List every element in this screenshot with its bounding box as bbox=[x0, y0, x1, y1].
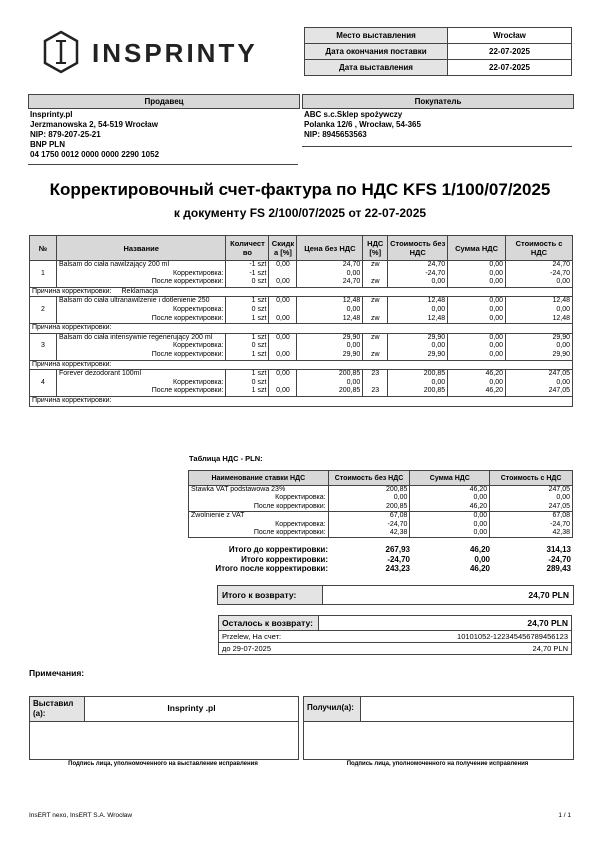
seller-line: Insprinty.pl bbox=[30, 110, 73, 119]
col-discount-header: Скидк а [%] bbox=[269, 236, 297, 261]
item-name-cell bbox=[56, 333, 226, 342]
item-net-price: 12,48 bbox=[297, 315, 363, 324]
item-vat-rate: zw bbox=[363, 297, 388, 306]
item-vat-amount: 0,00 bbox=[448, 379, 506, 388]
footer-page-number: 1 / 1 bbox=[558, 812, 571, 819]
vat-row-gross: -24,70 bbox=[490, 521, 573, 529]
item-quantity: 0 szt bbox=[226, 278, 269, 287]
item-number: 3 bbox=[30, 333, 57, 360]
logo-text: INSPRINTY bbox=[92, 38, 258, 68]
header-info-value: 22-07-2025 bbox=[448, 60, 572, 76]
vat-total-gross: 314,13 bbox=[546, 545, 571, 554]
item-discount bbox=[269, 270, 297, 279]
item-net-price: 29,90 bbox=[297, 333, 363, 342]
item-gross-value: 0,00 bbox=[506, 379, 573, 388]
item-name: Balsam do ciała ultranawilżenie i dotlenienie 250 bbox=[58, 297, 210, 305]
seller-details bbox=[30, 110, 298, 160]
correction-label: Корректировка: bbox=[56, 270, 226, 279]
item-vat-rate: zw bbox=[363, 351, 388, 360]
item-row bbox=[30, 387, 573, 396]
item-vat-rate bbox=[363, 379, 388, 388]
correction-reason-label: Причина корректировки: bbox=[32, 360, 112, 368]
item-net-price: 0,00 bbox=[297, 379, 363, 388]
item-vat-amount: 0,00 bbox=[448, 351, 506, 360]
item-vat-rate bbox=[363, 306, 388, 315]
correction-label: После корректировки: bbox=[56, 278, 226, 287]
received-signature-caption: Подпись лица, уполномоченного на получение исправления bbox=[346, 761, 529, 767]
item-quantity: 1 szt bbox=[226, 297, 269, 306]
col-quantity-header: Количест во bbox=[226, 236, 269, 261]
item-net-price: 12,48 bbox=[297, 297, 363, 306]
vat-table bbox=[188, 470, 573, 538]
item-net-price: 24,70 bbox=[297, 261, 363, 270]
item-discount: 0,00 bbox=[269, 333, 297, 342]
item-gross-value: 29,90 bbox=[506, 351, 573, 360]
remaining-row bbox=[219, 631, 572, 643]
vat-total-vat: 46,20 bbox=[469, 564, 490, 573]
item-net-value: 29,90 bbox=[388, 351, 448, 360]
header-info-label: Место выставления bbox=[305, 28, 448, 44]
vat-row-net: 200,85 bbox=[328, 486, 410, 495]
buyer-line: NIP: 8945653563 bbox=[304, 130, 367, 139]
item-vat-rate: zw bbox=[363, 278, 388, 287]
vat-total-label: Итого корректировки: bbox=[241, 554, 328, 564]
vat-row-gross: 42,38 bbox=[490, 529, 573, 538]
header-info-label: Дата выставления bbox=[305, 60, 448, 76]
vat-row-label: Stawka VAT podstawowa 23% bbox=[189, 486, 329, 495]
vat-row-gross: 67,08 bbox=[490, 512, 573, 521]
vat-row bbox=[189, 529, 573, 538]
item-net-value: 0,00 bbox=[388, 278, 448, 287]
item-name: Balsam do ciała nawilżający 200 ml bbox=[58, 261, 170, 268]
correction-label: Корректировка: bbox=[56, 379, 226, 388]
item-row bbox=[30, 333, 573, 342]
item-quantity: 1 szt bbox=[226, 370, 269, 379]
item-quantity: 0 szt bbox=[226, 379, 269, 388]
item-name: Balsam do ciała intensywnie regenerujący 200 ml bbox=[58, 333, 213, 341]
payment-due-date: до 29-07-2025 bbox=[222, 644, 271, 653]
correction-reason-cell bbox=[30, 287, 573, 297]
item-net-value: 200,85 bbox=[388, 370, 448, 379]
payment-due-amount: 24,70 PLN bbox=[532, 644, 568, 653]
refund-box bbox=[217, 585, 574, 605]
vat-row-vat: 46,20 bbox=[410, 486, 490, 495]
vat-rate-name-header: Наименование ставки НДС bbox=[189, 471, 329, 486]
col-net-value-header: Стоимость без НДС bbox=[388, 236, 448, 261]
item-quantity: 0 szt bbox=[226, 342, 269, 351]
seller-line: Jerzmanowska 2, 54-519 Wrocław bbox=[30, 120, 158, 129]
remaining-value: 24,70 PLN bbox=[318, 616, 571, 631]
seller-line: 04 1750 0012 0000 0000 2290 1052 bbox=[30, 150, 160, 159]
notes-label: Примечания: bbox=[29, 668, 85, 678]
refund-value: 24,70 PLN bbox=[528, 590, 569, 600]
item-name-cell bbox=[56, 297, 226, 306]
buyer-details bbox=[304, 110, 572, 140]
company-logo bbox=[42, 30, 262, 76]
item-vat-rate bbox=[363, 270, 388, 279]
header-info-value: Wrocław bbox=[448, 28, 572, 44]
item-net-value: -24,70 bbox=[388, 270, 448, 279]
bank-account: 10101052-122345456789456123 bbox=[457, 632, 568, 641]
logo-hexagon-icon bbox=[42, 30, 80, 74]
correction-reason-row bbox=[30, 396, 573, 406]
correction-label: После корректировки: bbox=[56, 315, 226, 324]
item-quantity: -1 szt bbox=[226, 270, 269, 279]
item-net-value: 24,70 bbox=[388, 261, 448, 270]
item-net-value: 0,00 bbox=[388, 342, 448, 351]
vat-row-gross: 247,05 bbox=[490, 503, 573, 512]
vat-row-vat: 0,00 bbox=[410, 494, 490, 502]
item-discount: 0,00 bbox=[269, 387, 297, 396]
correction-reason-label: Причина корректировки: bbox=[32, 396, 112, 404]
item-vat-amount: 0,00 bbox=[448, 297, 506, 306]
item-vat-amount: 0,00 bbox=[448, 342, 506, 351]
item-vat-amount: 0,00 bbox=[448, 278, 506, 287]
buyer-divider bbox=[302, 146, 572, 147]
item-vat-amount: 0,00 bbox=[448, 315, 506, 324]
item-number: 2 bbox=[30, 297, 57, 324]
vat-row-net: 42,38 bbox=[328, 529, 410, 538]
col-vat-rate-header: НДС [%] bbox=[363, 236, 388, 261]
item-net-value: 12,48 bbox=[388, 315, 448, 324]
payment-method: Przelew, На счет: bbox=[222, 632, 282, 641]
vat-row-vat: 0,00 bbox=[410, 529, 490, 538]
item-gross-value: 247,05 bbox=[506, 370, 573, 379]
item-gross-value: 29,90 bbox=[506, 333, 573, 342]
item-row bbox=[30, 261, 573, 270]
item-vat-amount: 46,20 bbox=[448, 370, 506, 379]
item-net-price: 200,85 bbox=[297, 370, 363, 379]
item-number: 4 bbox=[30, 370, 57, 397]
vat-row-gross: 0,00 bbox=[490, 494, 573, 502]
vat-row-label: Zwolnienie z VAT bbox=[189, 512, 329, 521]
item-row bbox=[30, 351, 573, 360]
vat-total-label: Итого после корректировки: bbox=[215, 564, 328, 573]
item-row bbox=[30, 342, 573, 351]
received-by-label: Получил(а): bbox=[304, 697, 361, 721]
seller-header: Продавец bbox=[28, 94, 300, 109]
vat-row bbox=[189, 512, 573, 521]
issued-by-label: Выставил (а): bbox=[30, 697, 85, 721]
item-net-price: 0,00 bbox=[297, 342, 363, 351]
vat-total-row bbox=[188, 555, 573, 565]
item-net-price: 0,00 bbox=[297, 306, 363, 315]
item-vat-rate: 23 bbox=[363, 387, 388, 396]
header-info-value: 22-07-2025 bbox=[448, 44, 572, 60]
correction-label: После корректировки: bbox=[56, 351, 226, 360]
col-number-header: № bbox=[30, 236, 57, 261]
seller-line: NIP: 879-207-25-21 bbox=[30, 130, 101, 139]
item-vat-amount: 46,20 bbox=[448, 387, 506, 396]
header-info-row bbox=[305, 28, 572, 44]
item-vat-rate: 23 bbox=[363, 370, 388, 379]
issued-by-value: Insprinty .pl bbox=[167, 703, 216, 713]
seller-divider bbox=[28, 164, 298, 165]
item-name-cell bbox=[56, 370, 226, 379]
item-net-value: 0,00 bbox=[388, 306, 448, 315]
item-quantity: 0 szt bbox=[226, 306, 269, 315]
correction-reason-label: Причина корректировки: bbox=[32, 287, 112, 295]
item-gross-value: 24,70 bbox=[506, 261, 573, 270]
issued-by-box bbox=[29, 696, 299, 760]
document-title: Корректировочный счет-фактура по НДС KFS 1/100/07/2025 bbox=[49, 180, 551, 199]
item-discount: 0,00 bbox=[269, 351, 297, 360]
item-net-value: 200,85 bbox=[388, 387, 448, 396]
item-row bbox=[30, 270, 573, 279]
vat-row-label: После корректировки: bbox=[189, 503, 329, 512]
vat-header-row bbox=[189, 471, 573, 486]
buyer-line: ABC s.c.Sklep spożywczy bbox=[304, 110, 403, 119]
issued-signature-caption: Подпись лица, уполномоченного на выставление исправления bbox=[68, 761, 258, 767]
footer-software: InsERT nexo, InsERT S.A. Wrocław bbox=[29, 812, 133, 819]
correction-reason-cell bbox=[30, 396, 573, 406]
vat-totals bbox=[188, 545, 573, 574]
item-quantity: 1 szt bbox=[226, 333, 269, 342]
correction-reason-value: Reklamacja bbox=[121, 287, 159, 295]
item-net-price: 0,00 bbox=[297, 270, 363, 279]
vat-amount-header: Сумма НДС bbox=[410, 471, 490, 486]
correction-reason-row bbox=[30, 360, 573, 370]
correction-reason-row bbox=[30, 324, 573, 334]
item-gross-value: 247,05 bbox=[506, 387, 573, 396]
vat-row-label: Корректировка: bbox=[189, 494, 329, 502]
vat-row-label: Корректировка: bbox=[189, 521, 329, 529]
refund-label: Итого к возврату: bbox=[218, 586, 323, 604]
seller-line: BNP PLN bbox=[30, 140, 65, 149]
item-vat-rate: zw bbox=[363, 315, 388, 324]
items-header-row bbox=[30, 236, 573, 261]
item-quantity: 1 szt bbox=[226, 387, 269, 396]
item-gross-value: 0,00 bbox=[506, 278, 573, 287]
item-gross-value: 0,00 bbox=[506, 306, 573, 315]
buyer-header: Покупатель bbox=[302, 94, 574, 109]
header-info-row bbox=[305, 44, 572, 60]
item-row bbox=[30, 379, 573, 388]
item-discount bbox=[269, 379, 297, 388]
vat-row-net: 67,08 bbox=[328, 512, 410, 521]
col-gross-value-header: Стоимость с НДС bbox=[506, 236, 573, 261]
vat-row bbox=[189, 486, 573, 495]
item-quantity: -1 szt bbox=[226, 261, 269, 270]
item-vat-rate bbox=[363, 342, 388, 351]
vat-table-title: Таблица НДС - PLN: bbox=[189, 454, 263, 463]
vat-row-net: 200,85 bbox=[328, 503, 410, 512]
vat-total-row bbox=[188, 545, 573, 555]
vat-row-vat: 0,00 bbox=[410, 512, 490, 521]
item-discount: 0,00 bbox=[269, 315, 297, 324]
item-quantity: 1 szt bbox=[226, 315, 269, 324]
item-gross-value: -24,70 bbox=[506, 270, 573, 279]
header-info-label: Дата окончания поставки bbox=[305, 44, 448, 60]
item-vat-amount: 0,00 bbox=[448, 270, 506, 279]
invoice-header-box bbox=[304, 27, 572, 76]
vat-gross-value-header: Стоимость с НДС bbox=[490, 471, 573, 486]
vat-net-value-header: Стоимость без НДС bbox=[328, 471, 410, 486]
remaining-table bbox=[218, 615, 572, 655]
item-name: Forever dezodorant 100ml bbox=[58, 370, 142, 378]
item-discount: 0,00 bbox=[269, 297, 297, 306]
item-vat-rate: zw bbox=[363, 261, 388, 270]
item-net-value: 29,90 bbox=[388, 333, 448, 342]
vat-row-vat: 46,20 bbox=[410, 503, 490, 512]
vat-row-net: -24,70 bbox=[328, 521, 410, 529]
received-by-box bbox=[303, 696, 574, 760]
item-discount bbox=[269, 342, 297, 351]
item-net-price: 200,85 bbox=[297, 387, 363, 396]
item-discount: 0,00 bbox=[269, 261, 297, 270]
item-net-price: 24,70 bbox=[297, 278, 363, 287]
item-number: 1 bbox=[30, 261, 57, 288]
vat-total-net: -24,70 bbox=[387, 554, 410, 564]
remaining-label: Осталось к возврату: bbox=[219, 616, 319, 631]
correction-label: Корректировка: bbox=[56, 306, 226, 315]
vat-row bbox=[189, 494, 573, 502]
item-net-value: 0,00 bbox=[388, 379, 448, 388]
correction-label: Корректировка: bbox=[56, 342, 226, 351]
item-quantity: 1 szt bbox=[226, 351, 269, 360]
col-vat-amount-header: Сумма НДС bbox=[448, 236, 506, 261]
item-vat-amount: 0,00 bbox=[448, 306, 506, 315]
item-net-price: 29,90 bbox=[297, 351, 363, 360]
correction-label: После корректировки: bbox=[56, 387, 226, 396]
vat-row-gross: 247,05 bbox=[490, 486, 573, 495]
item-discount bbox=[269, 306, 297, 315]
header-info-row bbox=[305, 60, 572, 76]
correction-reason-cell bbox=[30, 324, 573, 334]
vat-total-net: 243,23 bbox=[385, 564, 410, 573]
vat-row-net: 0,00 bbox=[328, 494, 410, 502]
vat-total-label: Итого до корректировки: bbox=[228, 545, 328, 554]
vat-total-vat: 46,20 bbox=[469, 545, 490, 554]
vat-row bbox=[189, 503, 573, 512]
item-name-cell bbox=[56, 261, 226, 270]
vat-total-net: 267,93 bbox=[385, 545, 410, 554]
item-row bbox=[30, 306, 573, 315]
vat-total-gross: -24,70 bbox=[548, 554, 571, 564]
item-gross-value: 0,00 bbox=[506, 342, 573, 351]
vat-total-gross: 289,43 bbox=[546, 564, 571, 573]
vat-row-vat: 0,00 bbox=[410, 521, 490, 529]
correction-reason-row bbox=[30, 287, 573, 297]
vat-row-label: После корректировки: bbox=[189, 529, 329, 538]
item-row bbox=[30, 278, 573, 287]
item-row bbox=[30, 297, 573, 306]
correction-reason-cell bbox=[30, 360, 573, 370]
document-subtitle: к документу FS 2/100/07/2025 от 22-07-2025 bbox=[173, 206, 427, 220]
vat-row bbox=[189, 521, 573, 529]
item-gross-value: 12,48 bbox=[506, 297, 573, 306]
item-row bbox=[30, 370, 573, 379]
buyer-line: Polanka 12/6 , Wrocław, 54-365 bbox=[304, 120, 421, 129]
col-name-header: Название bbox=[56, 236, 226, 261]
item-row bbox=[30, 315, 573, 324]
item-discount: 0,00 bbox=[269, 278, 297, 287]
vat-total-vat: 0,00 bbox=[474, 554, 490, 564]
vat-total-row bbox=[188, 564, 573, 574]
item-gross-value: 12,48 bbox=[506, 315, 573, 324]
correction-reason-label: Причина корректировки: bbox=[32, 324, 112, 332]
remaining-row bbox=[219, 643, 572, 655]
items-table bbox=[29, 235, 573, 407]
col-net-price-header: Цена без НДС bbox=[297, 236, 363, 261]
item-vat-amount: 0,00 bbox=[448, 333, 506, 342]
item-net-value: 12,48 bbox=[388, 297, 448, 306]
item-vat-amount: 0,00 bbox=[448, 261, 506, 270]
item-vat-rate: zw bbox=[363, 333, 388, 342]
item-discount: 0,00 bbox=[269, 370, 297, 379]
